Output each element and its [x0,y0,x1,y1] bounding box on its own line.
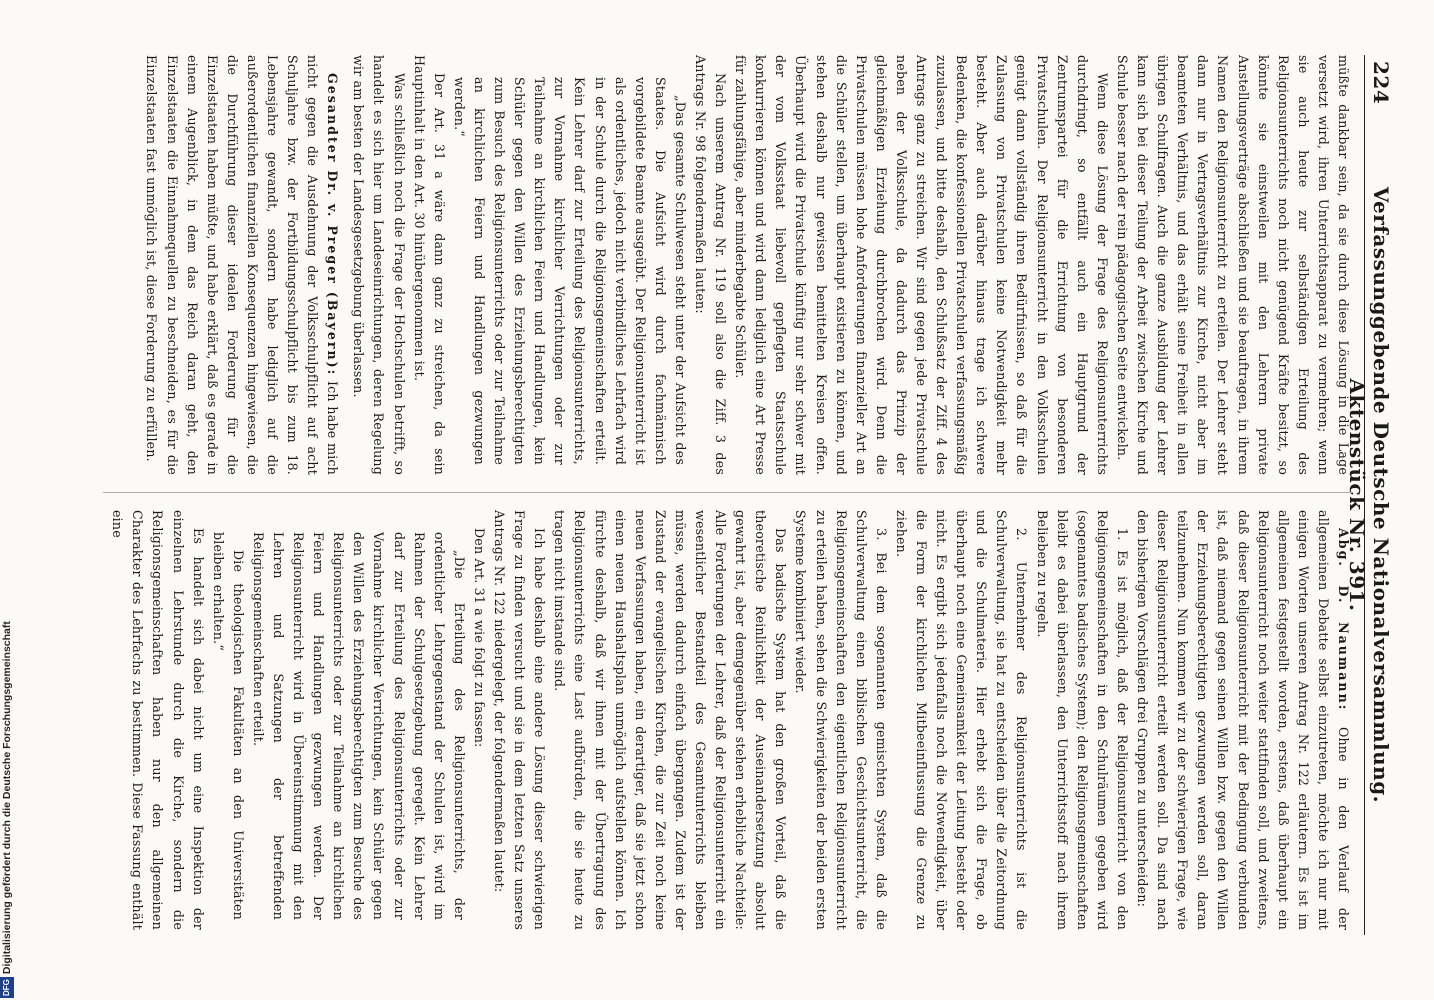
paragraph: müßte dankbar sein, da sie durch diese Lösung in die Lage versetzt wird, ihren Unterrichtsapparat zu vermehren; wenn sie auch heute zur selbständigen Erteilung des Religionsunterrichts noch nicht genügend Kräfte besitzt, so könnte sie einstweilen mit den Lehrern private Anstellungsverträge abschließen und sie beauftragen, in ihrem Namen den Religionsunterricht zu erteilen. Der Lehrer steht dann nur in Vertragsverhältnis zur Kirche, nicht aber im beamteten Verhältnis, und das erhält seine Freiheit in allen übrigen Schulfragen. Auch die ganze Ausbildung der Lehrer kann sich bei dieser Teilung der Arbeit zwischen Kirche und Schule besser nach der rein pädagogischen Seite entwickeln. [1114,55,1351,475]
page-number: 224 [1369,61,1393,105]
running-title: Verfassunggebende Deutsche Nationalversammlung. Aktenstück Nr. 391. [1345,186,1393,804]
left-column [103,55,1353,475]
quoted-motion: Die theologischen Fakultäten an den Universitäten bleiben erhalten.“ [210,532,246,920]
speech-paragraph [141,55,342,475]
quoted-motion: „Das gesamte Schulwesen steht unter der Aufsicht des Staates. Die Aufsicht wird durch fachmännisch vorgebildete Beamte ausgeübt. Der Religionsunterricht ist als ordentliches, jedoch nicht verbindliches Lehrfach wird in der Schule durch die Religionsgemeinschaften erteilt. Kein Lehrer darf zur Erteilung des Religionsunterrichts, zur Vornahme kirchlicher Verrichtungen oder zur Teilnahme an kirchlichen Feiern und Handlungen, kein Schüler gegen den Willen des Erziehungsberechtigten zum Besuch des Religionsunterrichts oder zur Teilnahme an kirchlichen Feiern und Handlungen gezwungen werden.“ [451,77,688,465]
paragraph: 1. Es ist möglich, daß der Religionsunterricht von den Religionsgemeinschaften in den Schulräumen gegeben wird (sogenanntes badisches System); den Religionsgemeinschaften bleibt es dabei überlassen, den Unterrichtsstoff nach ihrem Belieben zu regeln. [1034,510,1130,930]
dfg-logo: DFG [0,977,14,998]
paragraph: Den Art. 31 a wie folgt zu fassen: [471,528,487,748]
quoted-motion: „Die Erteilung des Religionsunterrichts, der ordentlicher Lehrgegenstand der Schulen ist, wird im Rahmen der Schulgesetzgebung geregelt. Kein Lehrer darf zur Erteilung des Religionsunterrichts oder zur Vornahme kirchlicher Verrichtungen, kein Schüler gegen den Willen des Erziehungsberechtigten zum Besuche des Religionsunterrichts oder zur Teilnahme an kirchlichen Feiern und Handlungen gezwungen werden. Der Religionsunterricht wird in Übereinstimmung mit den Lehren und Satzungen der betreffenden Religionsgemeinschaften erteilt. [250,532,467,920]
speaker-name: Gesandter Dr. v. Preger (Bayern): [325,73,341,377]
page-header [1345,55,1395,935]
speaker-name: Abg. D. Naumann: [1336,528,1351,712]
paragraph: 2. Unternehmer des Religionsunterrichts ist die Schulverwaltung, sie hat zu entscheiden über die Zeitordnung und die Schulmaterie. Hier erhebt sich die Frage, ob überhaupt noch eine Gemeinsamkeit der Leitung besteht oder nicht. Es ergibt sich jedenfalls noch die Notwendigkeit, über die Form der kirchlichen Mitbeeinflussung die Grenze zu ziehen. [893,510,1030,930]
paragraph: 3. Bei dem sogenannten gemischten System, daß die Schulverwaltung einen biblischen Geschichtsunterricht, die Religionsgemeinschaften den eigentlichen Religionsunterricht zu erteilen haben, sehen die Schwierigkeiten der beiden ersten Systeme kombiniert wieder. [793,510,889,930]
paragraph: Nach unserem Antrag Nr. 119 soll also die Ziff. 3 des Antrags Nr. 98 folgendermaßen lauten: [693,55,729,475]
credit-text: Digitalisierung gefördert durch die Deutsche Forschungsgemeinschaft [1,621,13,975]
speech-paragraph [1132,510,1353,930]
paragraph: Wenn diese Lösung der Frage des Religionsunterrichts durchdringt, so entfällt auch ein Hauptgrund der Zentrumspartei für die Errichtung von besonderen Privatschulen. Der Religionsunterricht in den Volksschulen genügt dann vollständig ihren Bedürfnissen, so daß für die Zulassung von Privatschulen keine Notwendigkeit mehr besteht. Aber auch darüber hinaus trage ich schwere Bedenken, die konfessionellen Privatschulen verfassungsmäßig zuzulassen, und bitte deshalb, den Schlußsatz der Ziff. 4 des Antrags ganz zu streichen. Wir sind gegen jede Privatschule neben der Volksschule, da dadurch das Prinzip der gleichmäßigen Erziehung durchbrochen wird. Denn die Privatschulen müssen hohe Anforderungen finanzieller Art an die Schüler stellen, um überhaupt existieren zu können, und stehen deshalb nur gewissen bemittelten Kreisen offen. Überhaupt wird die Privatschule künftig nur sehr schwer mit der vom Volksstaat liebevoll gepflegten Staatsschule konkurrieren können und wird dann lediglich eine Art Presse für zahlungsfähige, aber minderbegabte Schüler. [733,55,1110,475]
paragraph: Der Art. 31 a wäre dann ganz zu streichen, da sein Hauptinhalt in den Art. 30 hinübergenommen ist. [411,55,447,475]
right-column [103,510,1353,930]
rotated-document-page [85,55,1395,935]
digitization-credit [0,598,14,998]
speech-text: Ich habe mich nicht gegen die Ausdehnung der Volksschulpflicht auf acht Schuljahre bzw. der Fortbildungsschulpflicht bis zum 18. Lebensjahre gewandt, sondern habe lediglich auf die außerordentlichen finanziellen Konsequenzen hingewiesen, die die Durchführung dieser idealen Forderung für die Einzelstaaten haben müßte, und habe erklärt, daß es gerade in einem Augenblick, in dem das Reich daran geht, den Einzelstaaten die Einnahmequellen zu beschneiden, es für die Einzelstaaten fast unmöglich ist, diese Forderung zu erfüllen. [144,55,341,475]
column-divider [103,492,1353,493]
paragraph: Ich habe deshalb eine andere Lösung dieser schwierigen Frage zu finden versucht und sie in dem letzten Satz unseres Antrags Nr. 122 niedergelegt, der folgendermaßen lautet: [492,510,548,930]
paragraph: Es handelt sich dabei nicht um eine Inspektion der einzelnen Lehrstunde durch die Kirche, sondern die Religionsgemeinschaften haben nur den allgemeinen Charakter des Lehrfachs zu bestimmen. Diese Fassung enthält eine [110,510,206,930]
paragraph: Was schließlich noch die Frage der Hochschulen betrifft, so handelt es sich hier um Landeseinrichtungen, deren Regelung wir am besten der Landesgesetzgebung überlassen. [351,55,407,475]
speech-text: Ohne in den Verlauf der allgemeinen Debatte selbst einzutreten, möchte ich nur mit einigen Worten unseren Antrag Nr. 122 erläutern. Es ist im allgemeinen festgestellt worden, erstens, daß überhaupt ein Religionsunterricht noch weiter stattfinden soll, und zweitens, daß dieser Religionsunterricht mit der Bedingung verbunden ist, daß niemand gegen seinen Willen bzw. gegen den Willen der Erziehungsberechtigten gezwungen werden soll, daran teilzunehmen. Nun kommen wir zu der schwierigen Frage, wie dieser Religionsunterricht erteilt werden soll. Da sind nach den bisherigen Vorschlägen drei Gruppen zu unterscheiden: [1135,510,1351,930]
paragraph: Das badische System hat den großen Vorteil, daß die theoretische Reinlichkeit der Auseinandersetzung absolut gewahrt ist, aber demgegenüber stehen erhebliche Nachteile: Alle Forderungen der Lehrer, daß der Religionsunterricht ein wesentlicher Bestandteil des Gesamtunterrichts bleiben müsse, werden dadurch einfach übergangen. Zudem ist der Zustand der evangelischen Kirchen, die zur Zeit noch keine neuen Verfassungen haben, ein derartiger, daß sie jetzt schon einen neuen Haushaltsplan unmöglich aufstellen können. Ich fürchte deshalb, daß wir ihnen mit der Übertragung des Religionsunterrichts eine Last aufbürden, die sie heute zu tragen nicht imstande sind. [552,510,789,930]
